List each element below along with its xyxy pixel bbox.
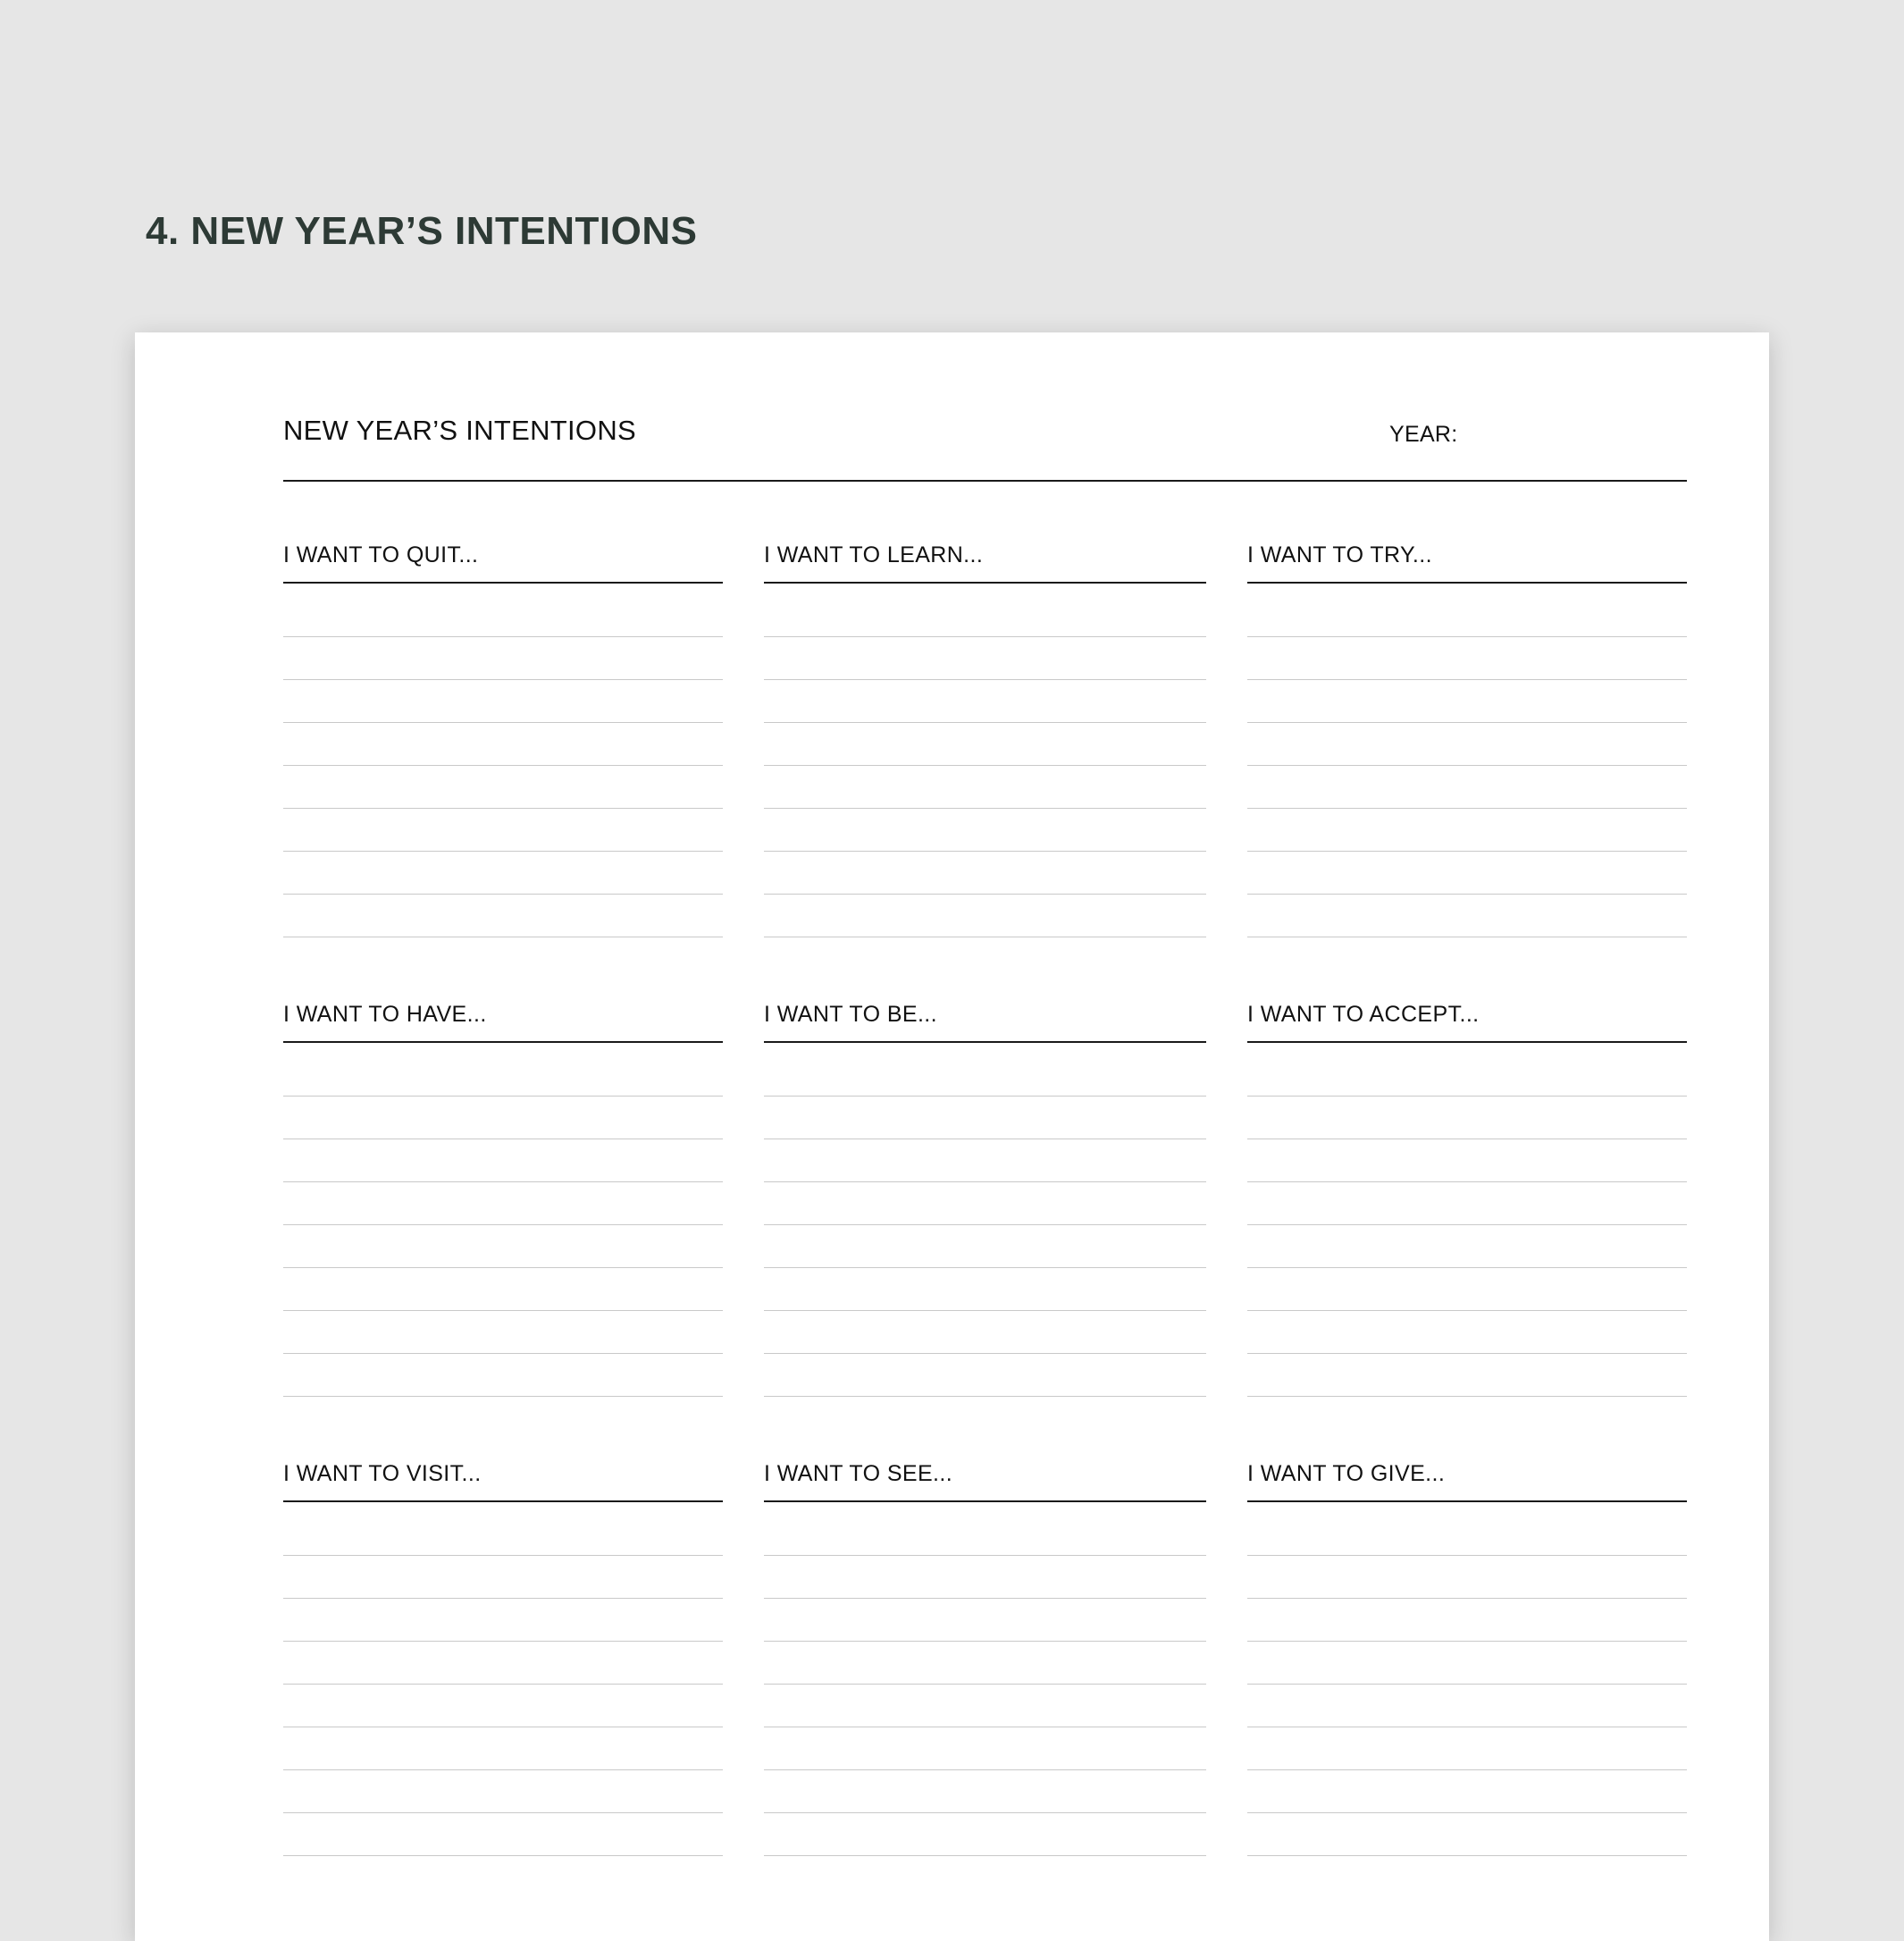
- section-title: I WANT TO QUIT...: [283, 538, 723, 584]
- writing-line[interactable]: [283, 1684, 723, 1727]
- writing-line[interactable]: [283, 1310, 723, 1353]
- writing-line[interactable]: [764, 765, 1206, 808]
- section-title: I WANT TO TRY...: [1247, 538, 1687, 584]
- writing-line[interactable]: [1247, 851, 1687, 894]
- writing-line[interactable]: [1247, 1684, 1687, 1727]
- writing-line[interactable]: [764, 1727, 1206, 1769]
- section-see: [764, 1457, 1206, 1856]
- writing-line[interactable]: [283, 765, 723, 808]
- writing-lines: [283, 636, 723, 937]
- writing-line[interactable]: [1247, 894, 1687, 937]
- section-try: [1247, 538, 1687, 937]
- writing-line[interactable]: [764, 1641, 1206, 1684]
- writing-line[interactable]: [283, 1812, 723, 1855]
- section-quit: [283, 538, 723, 937]
- writing-line[interactable]: [764, 1769, 1206, 1812]
- writing-line[interactable]: [1247, 1096, 1687, 1139]
- intention-sections: [283, 538, 1687, 1856]
- writing-line[interactable]: [1247, 1641, 1687, 1684]
- section-title: I WANT TO LEARN...: [764, 538, 1206, 584]
- writing-line[interactable]: [764, 1139, 1206, 1181]
- writing-line[interactable]: [283, 1727, 723, 1769]
- writing-line[interactable]: [283, 1555, 723, 1598]
- sheet-header: [283, 413, 1687, 482]
- writing-line[interactable]: [764, 1224, 1206, 1267]
- section-give: [1247, 1457, 1687, 1856]
- writing-line[interactable]: [283, 1224, 723, 1267]
- writing-line[interactable]: [1247, 1769, 1687, 1812]
- section-title: I WANT TO HAVE...: [283, 997, 723, 1043]
- section-be: [764, 997, 1206, 1397]
- section-learn: [764, 538, 1206, 937]
- writing-line[interactable]: [283, 1769, 723, 1812]
- writing-line[interactable]: [283, 1267, 723, 1310]
- writing-line[interactable]: [764, 1555, 1206, 1598]
- section-title: I WANT TO BE...: [764, 997, 1206, 1043]
- year-label: YEAR:: [1389, 422, 1458, 447]
- section-title: I WANT TO SEE...: [764, 1457, 1206, 1502]
- writing-line[interactable]: [283, 1353, 723, 1396]
- section-have: [283, 997, 723, 1397]
- writing-line[interactable]: [1247, 1598, 1687, 1641]
- writing-line[interactable]: [283, 1181, 723, 1224]
- writing-lines: [1247, 1555, 1687, 1856]
- writing-line[interactable]: [283, 1096, 723, 1139]
- writing-line[interactable]: [283, 894, 723, 937]
- writing-lines: [764, 1555, 1206, 1856]
- section-title: I WANT TO VISIT...: [283, 1457, 723, 1502]
- writing-line[interactable]: [764, 1684, 1206, 1727]
- section-title: I WANT TO ACCEPT...: [1247, 997, 1687, 1043]
- writing-line[interactable]: [283, 722, 723, 765]
- writing-line[interactable]: [764, 1598, 1206, 1641]
- writing-line[interactable]: [283, 1855, 723, 1856]
- writing-line[interactable]: [1247, 1727, 1687, 1769]
- writing-lines: [1247, 636, 1687, 937]
- writing-line[interactable]: [764, 1310, 1206, 1353]
- writing-line[interactable]: [764, 808, 1206, 851]
- writing-line[interactable]: [1247, 1396, 1687, 1397]
- writing-line[interactable]: [1247, 1812, 1687, 1855]
- writing-line[interactable]: [764, 636, 1206, 679]
- writing-line[interactable]: [764, 851, 1206, 894]
- writing-line[interactable]: [764, 894, 1206, 937]
- writing-line[interactable]: [1247, 1555, 1687, 1598]
- writing-lines: [1247, 1096, 1687, 1397]
- writing-line[interactable]: [1247, 765, 1687, 808]
- writing-lines: [764, 1096, 1206, 1397]
- writing-line[interactable]: [1247, 1267, 1687, 1310]
- section-visit: [283, 1457, 723, 1856]
- writing-line[interactable]: [283, 636, 723, 679]
- writing-line[interactable]: [1247, 1353, 1687, 1396]
- writing-line[interactable]: [283, 1641, 723, 1684]
- writing-line[interactable]: [283, 808, 723, 851]
- writing-line[interactable]: [764, 1181, 1206, 1224]
- writing-line[interactable]: [764, 1267, 1206, 1310]
- writing-line[interactable]: [764, 1353, 1206, 1396]
- writing-line[interactable]: [1247, 1224, 1687, 1267]
- writing-line[interactable]: [1247, 679, 1687, 722]
- writing-line[interactable]: [764, 1812, 1206, 1855]
- writing-line[interactable]: [1247, 1139, 1687, 1181]
- writing-line[interactable]: [764, 679, 1206, 722]
- writing-line[interactable]: [283, 1139, 723, 1181]
- writing-line[interactable]: [764, 722, 1206, 765]
- planner-sheet: [135, 332, 1769, 1941]
- writing-line[interactable]: [283, 851, 723, 894]
- writing-line[interactable]: [1247, 1310, 1687, 1353]
- writing-lines: [283, 1096, 723, 1397]
- writing-lines: [283, 1555, 723, 1856]
- section-accept: [1247, 997, 1687, 1397]
- writing-line[interactable]: [1247, 1855, 1687, 1856]
- writing-line[interactable]: [1247, 808, 1687, 851]
- writing-line[interactable]: [764, 1855, 1206, 1856]
- writing-line[interactable]: [1247, 1181, 1687, 1224]
- writing-line[interactable]: [1247, 722, 1687, 765]
- writing-line[interactable]: [283, 679, 723, 722]
- page-heading: 4. NEW YEAR’S INTENTIONS: [146, 209, 698, 253]
- writing-line[interactable]: [283, 1598, 723, 1641]
- writing-line[interactable]: [764, 1096, 1206, 1139]
- writing-line[interactable]: [283, 1396, 723, 1397]
- sheet-title: NEW YEAR’S INTENTIONS: [283, 415, 636, 446]
- writing-line[interactable]: [1247, 636, 1687, 679]
- section-title: I WANT TO GIVE...: [1247, 1457, 1687, 1502]
- writing-lines: [764, 636, 1206, 937]
- writing-line[interactable]: [764, 1396, 1206, 1397]
